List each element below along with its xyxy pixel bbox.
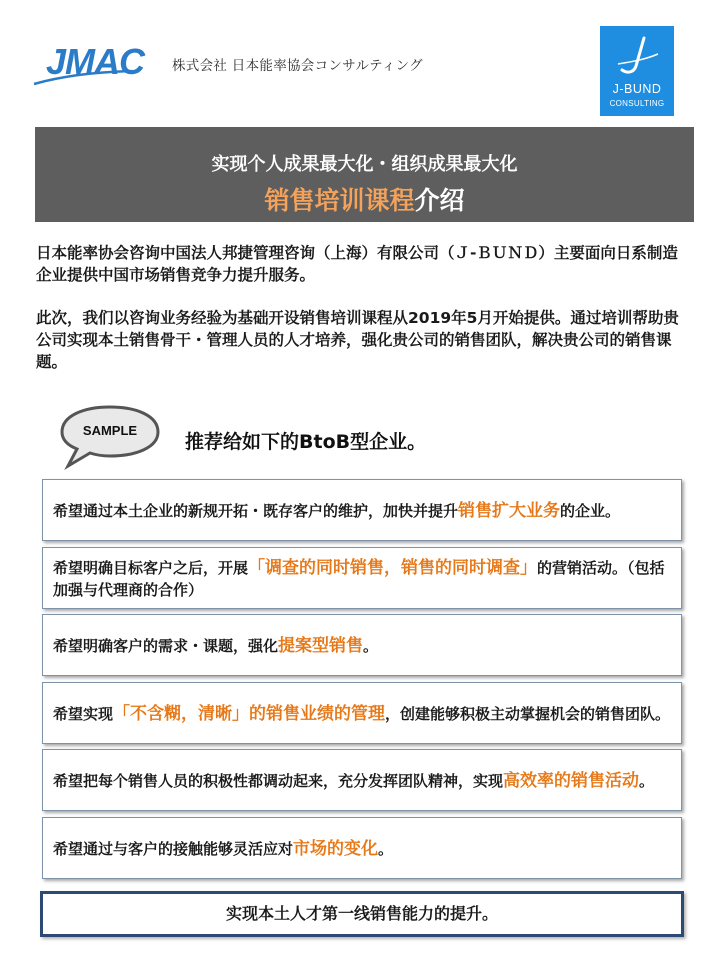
- jmac-logo-text: JMAC: [46, 41, 145, 82]
- recommend-item: 希望把每个销售人员的积极性都调动起来，充分发挥团队精神，实现高效率的销售活动。: [42, 749, 682, 811]
- title-banner: [35, 127, 694, 222]
- recommend-item: 希望明确目标客户之后，开展「调查的同时销售，销售的同时调查」的营销活动。（包括加强与代理商的合作）: [42, 547, 682, 609]
- jbund-sub: CONSULTING: [609, 99, 665, 108]
- sample-label: SAMPLE: [82, 423, 138, 438]
- title-highlight: 销售培训课程: [264, 186, 415, 215]
- recommend-heading: 推荐给如下的BtoB型企业。: [185, 431, 427, 453]
- recommend-item: 希望通过本土企业的新规开拓・既存客户的维护，加快并提升销售扩大业务的企业。: [42, 479, 682, 541]
- intro-paragraph-1: 日本能率协会咨询中国法人邦捷管理咨询（上海）有限公司（Ｊ-ＢＵＮＤ）主要面向日系制造企业提供中国市场销售竞争力提升服务。: [36, 244, 678, 284]
- jbund-logo: [600, 26, 674, 116]
- jmac-company-name: 株式会社 日本能率協会コンサルティング: [172, 58, 423, 74]
- sample-speech-bubble: [60, 404, 162, 470]
- recommend-item: 希望实现「不含糊，清晰」的销售业绩的管理，创建能够积极主动掌握机会的销售团队。: [42, 682, 682, 744]
- title-rest: 介绍: [414, 186, 465, 215]
- recommend-item: 希望通过与客户的接触能够灵活应对市场的变化。: [42, 817, 682, 879]
- intro-text: [36, 242, 688, 394]
- jbund-j-mark-icon: [600, 32, 674, 80]
- jmac-logo-area: [32, 38, 432, 98]
- intro-paragraph-2: 此次，我们以咨询业务经验为基础开设销售培训课程从2019年5月开始提供。通过培训帮助贵公司实现本土销售骨干・管理人员的人才培养，强化贵公司的销售团队，解决贵公司的销售课题。: [36, 309, 679, 371]
- jbund-name: J-BUND: [612, 82, 662, 96]
- title-line2: [35, 181, 694, 217]
- recommend-item: 希望明确客户的需求・课题，强化提案型销售。: [42, 614, 682, 676]
- title-line1: 实现个人成果最大化・组织成果最大化: [211, 154, 518, 175]
- conclusion-box: 实现本土人才第一线销售能力的提升。: [40, 891, 684, 937]
- jmac-logo: [32, 38, 167, 90]
